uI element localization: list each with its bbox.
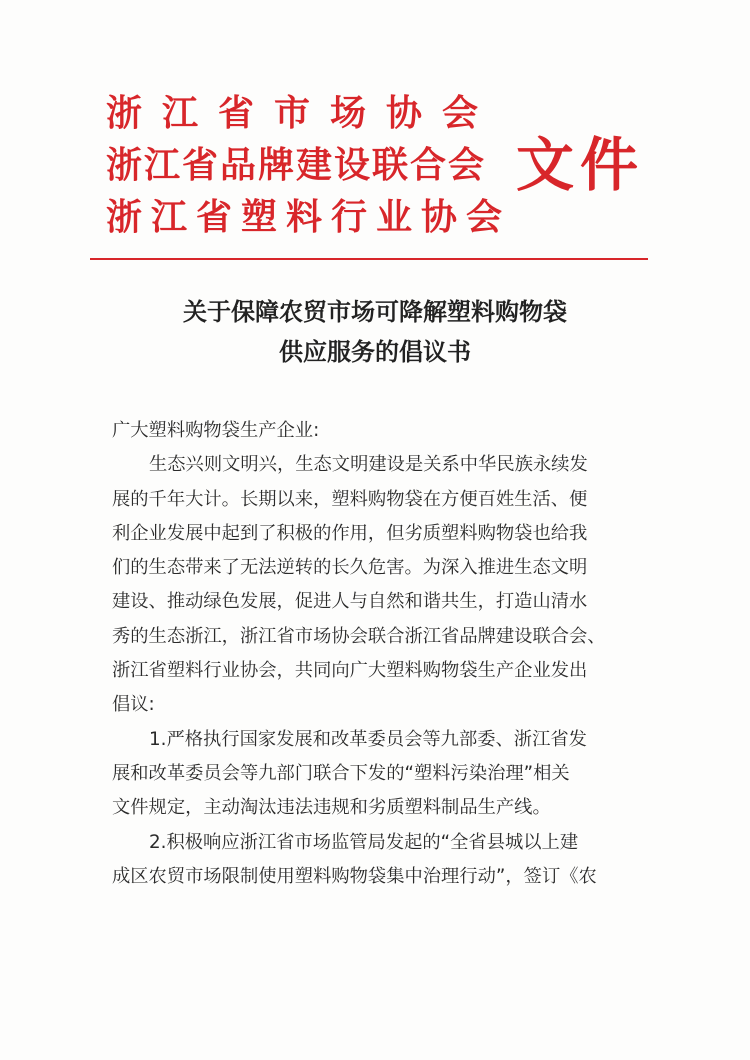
- body-line: 秀的生态浙江，浙江省市场协会联合浙江省品牌建设联合会、: [112, 625, 606, 647]
- org-name: 浙江省市场协会: [106, 93, 499, 134]
- body-line: 1.严格执行国家发展和改革委员会等九部委、浙江省发: [149, 728, 587, 750]
- body-line: 们的生态带来了无法逆转的长久危害。为深入推进生态文明: [112, 557, 588, 579]
- body-line: 展的千年大计。长期以来，塑料购物袋在方便百姓生活、便: [112, 488, 588, 510]
- body-line: 成区农贸市场限制使用塑料购物袋集中治理行动”，签订《农: [112, 865, 597, 887]
- document-title-line-2: 供应服务的倡议书: [279, 337, 471, 366]
- document-mark: 文件: [516, 131, 645, 199]
- body-line: 2.积极响应浙江省市场监管局发起的“全省县城以上建: [149, 831, 579, 853]
- org-name: 浙江省塑料行业协会: [106, 197, 512, 238]
- body-line: 倡议:: [112, 694, 155, 716]
- body-line: 利企业发展中起到了积极的作用，但劣质塑料购物袋也给我: [112, 522, 588, 544]
- red-divider-line: [90, 258, 648, 260]
- letterhead: [106, 88, 666, 248]
- issuing-organizations: [106, 88, 512, 244]
- document-body: [112, 414, 642, 894]
- body-line: 展和改革委员会等九部门联合下发的“塑料污染治理”相关: [112, 762, 570, 784]
- body-line: 浙江省塑料行业协会，共同向广大塑料购物袋生产企业发出: [112, 660, 588, 682]
- body-line: 建设、推动绿色发展，促进人与自然和谐共生，打造山清水: [112, 591, 588, 613]
- document-title-line-1: 关于保障农贸市场可降解塑料购物袋: [183, 297, 567, 326]
- body-line: 文件规定，主动淘汰违法违规和劣质塑料制品生产线。: [112, 797, 551, 819]
- salutation: 广大塑料购物袋生产企业:: [112, 420, 320, 441]
- org-name: 浙江省品牌建设联合会: [106, 145, 487, 186]
- body-line: 生态兴则文明兴，生态文明建设是关系中华民族永续发: [149, 454, 588, 476]
